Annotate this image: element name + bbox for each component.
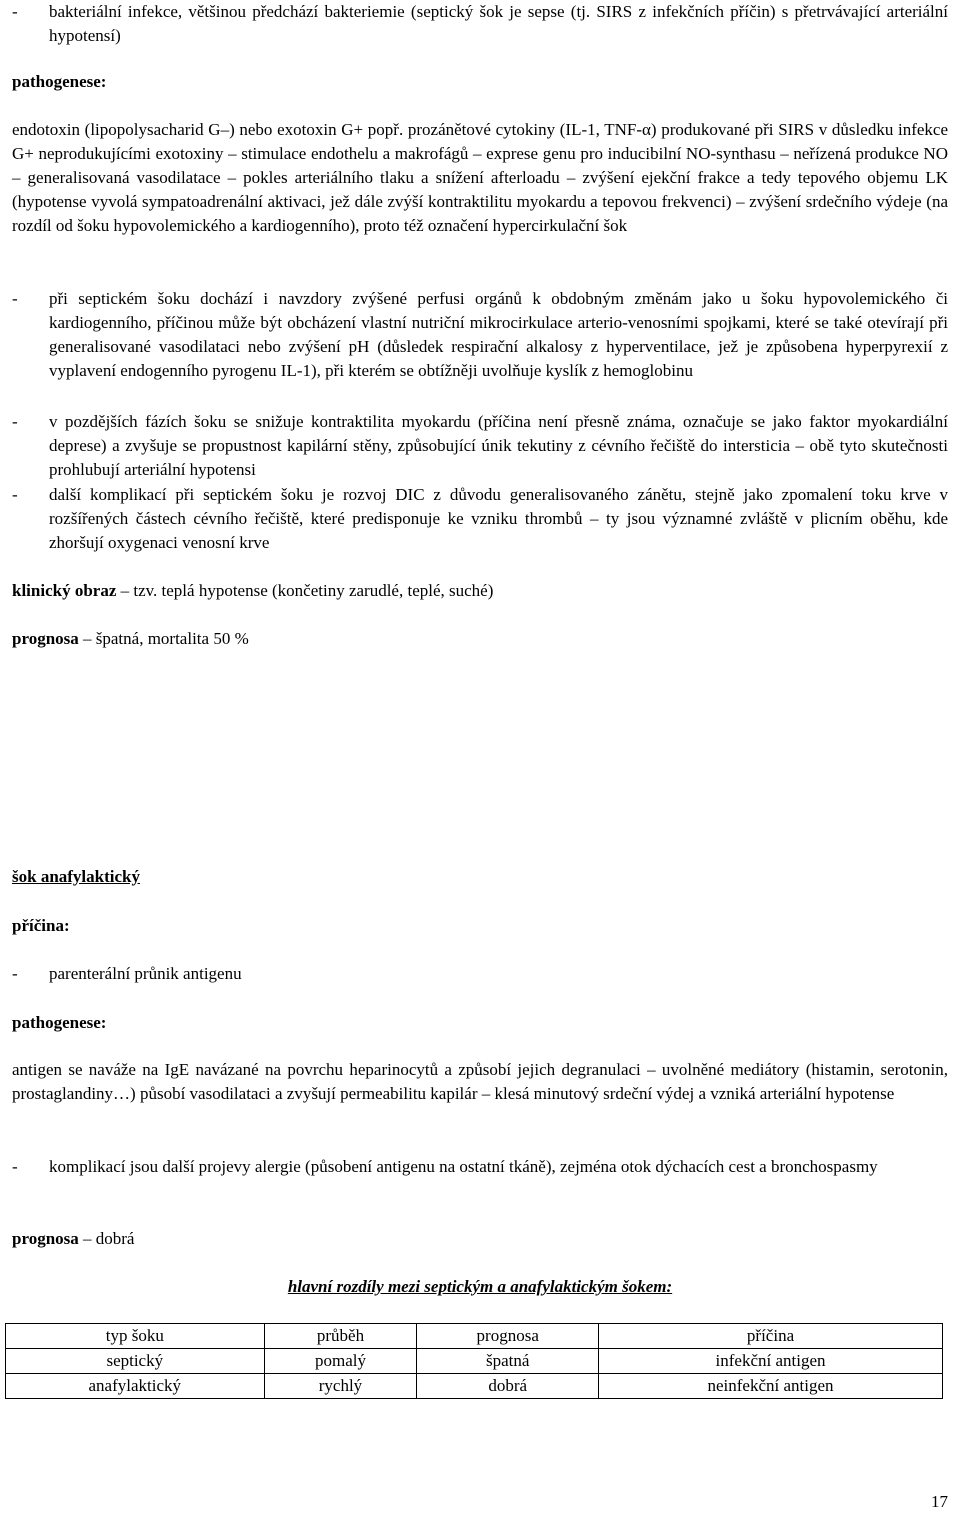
table-cell: špatná bbox=[417, 1349, 599, 1374]
bullet-text: komplikací jsou další projevy alergie (působení antigenu na ostatní tkáně), zejména otok dýchacích cest a bronchospasmy bbox=[49, 1157, 878, 1176]
pathogenese-paragraph: antigen se naváže na IgE navázané na povrchu heparinocytů a způsobí jejich degranulaci – uvolněné mediátory (histamin, serotonin, prostaglandiny…) působí vasodilataci a zvyšují permeabilitu kapilár – klesá minutový srdeční výdej a vzniká arteriální hypotense bbox=[12, 1060, 948, 1103]
table-header-row bbox=[6, 1324, 943, 1349]
bullet-item bbox=[12, 410, 948, 482]
table-cell: pomalý bbox=[264, 1349, 417, 1374]
table-cell: septický bbox=[6, 1349, 265, 1374]
pricina-bullet bbox=[12, 962, 948, 986]
table-cell: anafylaktický bbox=[6, 1374, 265, 1399]
table-header-cell: typ šoku bbox=[6, 1324, 265, 1349]
bullet-text: parenterální průnik antigenu bbox=[49, 964, 242, 983]
pathogenese-heading: pathogenese: bbox=[12, 72, 107, 91]
bullet-dash: - bbox=[12, 1157, 18, 1176]
bullet-text: při septickém šoku dochází i navzdory zvýšené perfusi orgánů k obdobným změnám jako u šoku hypovolemického či kardiogenního, příčinou může být obcházení vlastní nutriční mikrocirkulace arterio-venosními spojkami, které se také otevírají při generalisované vasodilataci nebo zvýšení pH (důsledek respirační alkalosy z hyperventilace, jež je způsobena hyperpyrexií z vyplavení endogenního pyrogenu IL-1), při kterém se obtížněji uvolňuje kyslík z hemoglobinu bbox=[49, 289, 948, 380]
bullet-text: další komplikací při septickém šoku je rozvoj DIC z důvodu generalisovaného zánětu, stejně jako zpomalení toku krve v rozšířených částech cévního řečiště, které predisponuje ke vzniku thrombů – ty jsou významné zvláště v plicním oběhu, kde zhoršují oxygenaci venosní krve bbox=[49, 485, 948, 552]
bullet-dash: - bbox=[12, 289, 18, 308]
table-cell: rychlý bbox=[264, 1374, 417, 1399]
bullet-text: bakteriální infekce, většinou předchází bakteriemie (septický šok je sepse (tj. SIRS z infekčních příčin) s přetrvávající arteriální hypotensí) bbox=[49, 2, 948, 45]
table-header-cell: prognosa bbox=[417, 1324, 599, 1349]
comparison-table bbox=[5, 1323, 943, 1399]
top-bullet bbox=[12, 0, 948, 48]
table-header-cell: průběh bbox=[264, 1324, 417, 1349]
prognosa-anafylakticky bbox=[12, 1227, 948, 1251]
bullet-item bbox=[12, 287, 948, 383]
table-header-cell: příčina bbox=[599, 1324, 943, 1349]
table-row bbox=[6, 1349, 943, 1374]
bullet-dash: - bbox=[12, 2, 18, 21]
bullet-dash: - bbox=[12, 964, 18, 983]
pricina-heading: příčina: bbox=[12, 916, 70, 935]
prognosa-text: – špatná, mortalita 50 % bbox=[78, 629, 249, 648]
table-row bbox=[6, 1374, 943, 1399]
klinicky-text: – tzv. teplá hypotense (končetiny zarudlé, teplé, suché) bbox=[116, 581, 494, 600]
bullet-dash: - bbox=[12, 412, 18, 431]
prognosa-text: – dobrá bbox=[78, 1229, 135, 1248]
bullet-text: v pozdějších fázích šoku se snižuje kontraktilita myokardu (příčina není přesně známa, označuje se jako faktor myokardiální deprese) a zvyšuje se propustnost kapilární stěny, způsobující únik tekutiny z cévního řečiště do intersticia – obě tyto skutečnosti prohlubují arteriální hypotensi bbox=[49, 412, 948, 479]
section-heading-anafylakticky: šok anafylaktický bbox=[12, 867, 140, 886]
pathogenese-paragraph: endotoxin (lipopolysacharid G–) nebo exotoxin G+ popř. prozánětové cytokiny (IL-1, TNF-α) produkované při SIRS v důsledku infekce G+ neprodukujícími exotoxiny – stimulace endothelu a makrofágů – exprese genu pro inducibilní NO-synthasu – neřízená produkce NO – generalisovaná vasodilatace – pokles arteriálního tlaku a snížení afterloadu – zvýšení ejekční frakce a tedy tepového objemu LK (hypotense vyvolá sympatoadrenální aktivaci, jež dále zvýší kontraktilitu myokardu a tepovou frekvenci) – zvýšení srdečního výdeje (na rozdíl od šoku hypovolemického a kardiogenního), proto též označení hypercirkulační šok bbox=[12, 120, 948, 235]
table-cell: infekční antigen bbox=[599, 1349, 943, 1374]
klinicky-label: klinický obraz bbox=[12, 581, 117, 600]
prognosa-septic bbox=[12, 627, 948, 651]
bullet-dash: - bbox=[12, 485, 18, 504]
prognosa-label: prognosa bbox=[12, 1229, 79, 1248]
bullet-item bbox=[12, 483, 948, 555]
pathogenese-heading: pathogenese: bbox=[12, 1013, 107, 1032]
table-cell: dobrá bbox=[417, 1374, 599, 1399]
klinicky-obraz bbox=[12, 579, 948, 603]
prognosa-label: prognosa bbox=[12, 629, 79, 648]
table-cell: neinfekční antigen bbox=[599, 1374, 943, 1399]
table-title: hlavní rozdíly mezi septickým a anafylaktickým šokem: bbox=[287, 1277, 673, 1296]
komplikace-bullet bbox=[12, 1155, 948, 1179]
page-number: 17 bbox=[931, 1492, 948, 1511]
